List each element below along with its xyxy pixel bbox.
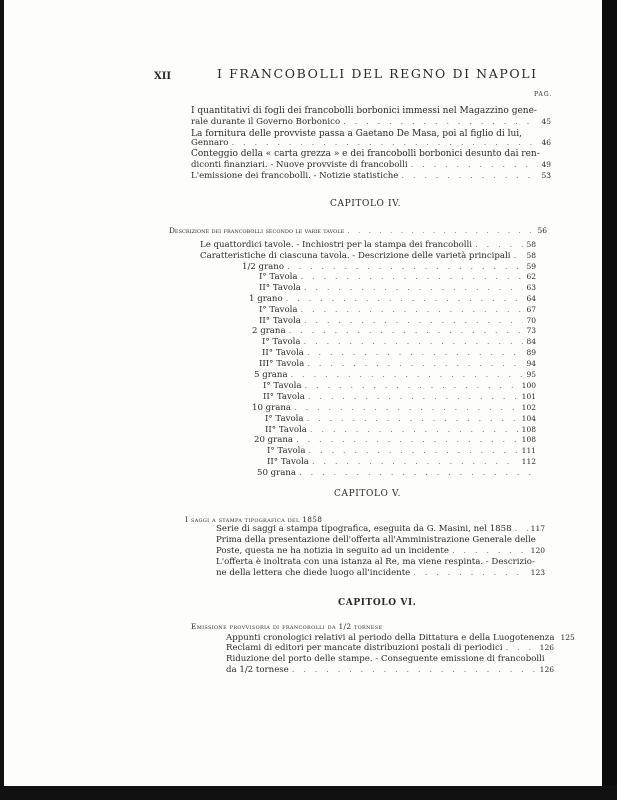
toc-entry-page: 84: [526, 337, 536, 346]
dot-leader: [304, 337, 524, 347]
dot-leader: [291, 370, 524, 380]
toc-entry-title: 1 grano: [249, 294, 283, 304]
toc-entry-title: I° Tavola: [259, 305, 298, 315]
toc-entry-page: 49: [541, 160, 551, 169]
dot-leader: [413, 568, 527, 578]
toc-entry: [216, 535, 545, 545]
toc-entry: [216, 568, 545, 578]
toc-entry: [259, 272, 536, 282]
toc-entry-title: Poste, questa ne ha notizia in seguito ad un incidente: [216, 546, 449, 556]
toc-entry: [249, 294, 536, 304]
toc-entry: [191, 117, 551, 127]
toc-entry-page: 94: [526, 359, 536, 368]
toc-entry-page: 112: [521, 457, 536, 466]
toc-entry: [257, 468, 536, 478]
toc-entry: [267, 446, 536, 456]
toc-entry: [226, 633, 575, 643]
toc-entry: [262, 348, 536, 358]
toc-entry-page: 58: [526, 251, 536, 260]
toc-entry-title: L'offerta è inoltrata con una istanza al Re, ma viene respinta. - Descrizio-: [216, 557, 535, 567]
dot-leader: [452, 546, 528, 556]
dot-leader: [231, 138, 538, 148]
dot-leader: [305, 381, 519, 391]
dot-leader: [292, 665, 537, 675]
toc-entry-title: Le quattordici tavole. - Inchiostri per la stampa dei francobolli: [200, 240, 473, 250]
toc-entry-page: 53: [541, 171, 551, 180]
toc-entry-title: 10 grana: [252, 403, 292, 413]
toc-entry-title: I° Tavola: [259, 272, 298, 282]
toc-entry-page: 102: [521, 403, 536, 412]
toc-entry: [242, 262, 536, 272]
toc-entry: [252, 326, 536, 336]
dot-leader: [515, 524, 528, 534]
toc-entry-page: 111: [521, 446, 536, 455]
toc-entry-page: 125: [560, 633, 575, 642]
pag-label: PAG.: [534, 91, 553, 98]
toc-entry-page: 59: [526, 262, 536, 271]
dot-leader: [312, 457, 519, 467]
toc-text-line: I quantitativi di fogli dei francobolli borbonici immessi nel Magazzino gene-: [191, 106, 537, 116]
dot-leader: [289, 326, 524, 336]
chapter-title: CAPITOLO IV.: [330, 199, 402, 209]
toc-entry-page: 45: [541, 117, 551, 126]
dot-leader: [301, 272, 524, 282]
toc-entry-title: II° Tavola: [262, 348, 304, 358]
dot-leader: [307, 348, 524, 358]
book-page: [4, 0, 602, 786]
dot-leader: [475, 240, 523, 250]
toc-entry-page: 120: [530, 546, 545, 555]
toc-entry: [226, 643, 554, 653]
toc-entry: [216, 557, 545, 567]
dot-leader: [401, 171, 538, 181]
scan-border-right: [602, 0, 617, 800]
toc-entry-page: 46: [541, 138, 551, 147]
toc-entry: [254, 370, 536, 380]
dot-leader: [514, 251, 524, 261]
dot-leader: [307, 359, 523, 369]
toc-entry-page: 73: [526, 326, 536, 335]
toc-entry-page: 126: [539, 643, 554, 652]
toc-entry-page: 70: [526, 316, 536, 325]
toc-entry: [191, 171, 551, 181]
toc-entry-page: 58: [526, 240, 536, 249]
toc-entry: [265, 425, 536, 435]
toc-entry-page: 117: [530, 524, 545, 533]
toc-entry: [200, 240, 536, 250]
toc-entry-title: 20 grana: [254, 435, 294, 445]
section-title: Descrizione dei francobolli secondo le varie tavole: [169, 226, 345, 235]
scan-border-bottom: [0, 786, 617, 800]
toc-entry-page: 126: [539, 665, 554, 674]
dot-leader: [286, 294, 524, 304]
toc-entry-title: L'emissione dei francobolli. - Notizie statistiche: [191, 171, 399, 181]
dot-leader: [307, 414, 519, 424]
toc-entry-title: 5 grana: [254, 370, 288, 380]
dot-leader: [308, 392, 519, 402]
section-page: 56: [537, 226, 547, 235]
toc-entry-title: II° Tavola: [267, 457, 309, 467]
toc-text-line: La fornitura delle provviste passa a Gaetano De Masa, poi al figlio di lui,: [191, 129, 523, 139]
dot-leader: [506, 643, 537, 653]
dot-leader: [411, 160, 539, 170]
toc-entry-page: 100: [521, 381, 536, 390]
toc-entry-title: Serie di saggi a stampa tipografica, eseguita da G. Masini, nel 1858: [216, 524, 512, 534]
toc-entry-title: III° Tavola: [259, 359, 305, 369]
toc-entry: [254, 435, 536, 445]
running-head: I FRANCOBOLLI DEL REGNO DI NAPOLI: [217, 66, 538, 81]
section-title: I saggi a stampa tipografica del 1858: [185, 515, 323, 524]
toc-entry: [191, 160, 551, 170]
toc-entry-title: II° Tavola: [265, 425, 307, 435]
toc-entry-title: 2 grana: [252, 326, 286, 336]
toc-entry: [259, 305, 536, 315]
toc-entry-title: 50 grana: [257, 468, 297, 478]
section-title: Emissione provvisoria di francobolli da 1/2 tornese: [191, 622, 383, 631]
toc-entry-title: I° Tavola: [267, 446, 306, 456]
toc-entry-title: II° Tavola: [259, 283, 301, 293]
page-number: XII: [154, 71, 172, 82]
dot-leader: [299, 468, 533, 478]
dot-leader: [309, 446, 519, 456]
toc-entry-title: Caratteristiche di ciascuna tavola. - Descrizione delle varietà principali: [200, 251, 511, 261]
toc-entry-page: 108: [521, 435, 536, 444]
toc-entry-page: 64: [526, 294, 536, 303]
toc-entry-title: rale durante il Governo Borbonico: [191, 117, 341, 127]
toc-entry-title: II° Tavola: [263, 392, 305, 402]
dot-leader: [347, 226, 534, 236]
toc-entry-page: 104: [521, 414, 536, 423]
dot-leader: [301, 305, 524, 315]
toc-entry-title: Gennaro: [191, 138, 229, 148]
toc-entry-title: Reclami di editori per mancate distribuzioni postali di periodici: [226, 643, 503, 653]
toc-entry: [216, 546, 545, 556]
toc-entry-title: I° Tavola: [262, 337, 301, 347]
toc-entry-title: da 1/2 tornese: [226, 665, 289, 675]
toc-entry: [259, 316, 536, 326]
chapter-title: CAPITOLO VI.: [338, 598, 417, 608]
dot-leader: [304, 283, 524, 293]
toc-entry: [216, 524, 545, 534]
toc-entry-title: II° Tavola: [259, 316, 301, 326]
toc-entry-page: 95: [526, 370, 536, 379]
toc-entry-title: 1/2 grano: [242, 262, 285, 272]
toc-entry-title: Appunti cronologici relativi al periodo della Dittatura e della Luogotenenza: [226, 633, 555, 643]
toc-entry: [263, 392, 536, 402]
toc-entry-title: Prima della presentazione dell'offerta all'Amministrazione Generale delle: [216, 535, 536, 545]
dot-leader: [343, 117, 538, 127]
toc-text-line: Conteggio della « carta grezza » e dei francobolli borbonici desunto dai ren-: [191, 149, 540, 159]
toc-entry-title: Riduzione del porto delle stampe. - Conseguente emissione di francobolli: [226, 654, 545, 664]
dot-leader: [294, 403, 519, 413]
toc-entry: [226, 654, 554, 664]
toc-entry: [267, 457, 536, 467]
toc-entry-page: 108: [521, 425, 536, 434]
toc-entry-title: I° Tavola: [263, 381, 302, 391]
toc-entry-page: 101: [521, 392, 536, 401]
toc-entry-page: 63: [526, 283, 536, 292]
toc-entry: [252, 403, 536, 413]
toc-entry-page: 123: [530, 568, 545, 577]
toc-entry-title: diconti finanziari. - Nuove provviste di francobolli: [191, 160, 408, 170]
section-heading: [169, 226, 547, 236]
toc-entry: [263, 381, 536, 391]
dot-leader: [304, 316, 524, 326]
dot-leader: [296, 435, 519, 445]
toc-entry: [191, 138, 551, 148]
toc-entry-page: 89: [526, 348, 536, 357]
toc-entry: [200, 251, 536, 261]
toc-entry: [259, 283, 536, 293]
chapter-title: CAPITOLO V.: [334, 489, 401, 499]
toc-entry-page: 62: [526, 272, 536, 281]
toc-entry-title: I° Tavola: [265, 414, 304, 424]
toc-entry: [265, 414, 536, 424]
toc-entry-title: ne della lettera che diede luogo all'incidente: [216, 568, 411, 578]
toc-entry: [262, 337, 536, 347]
dot-leader: [287, 262, 523, 272]
toc-entry: [226, 665, 554, 675]
toc-entry-page: 67: [526, 305, 536, 314]
dot-leader: [310, 425, 519, 435]
toc-entry: [259, 359, 536, 369]
